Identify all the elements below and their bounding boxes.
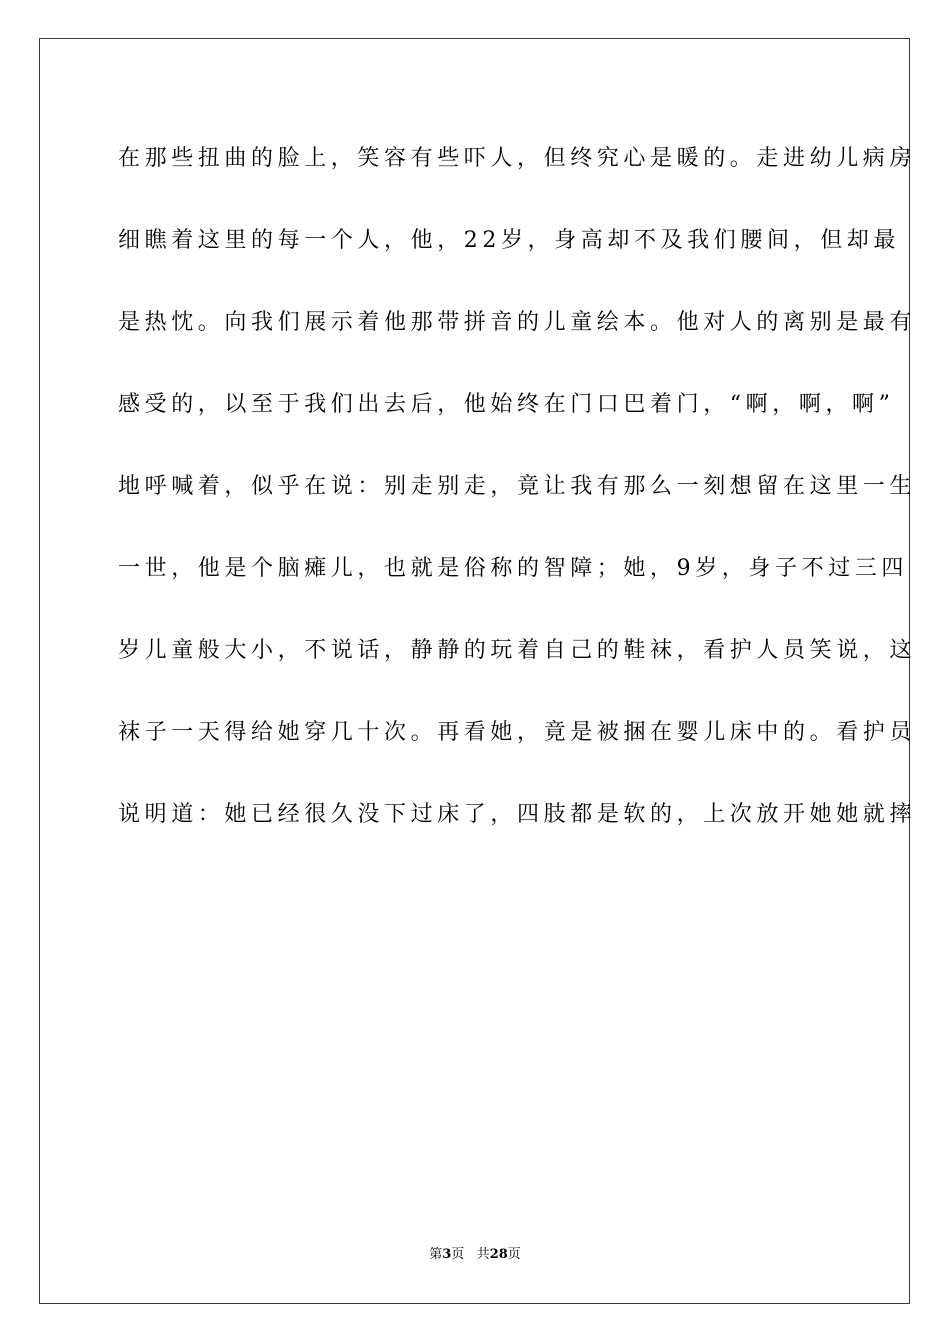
document-body <box>118 118 917 856</box>
page-number: 3 <box>442 1247 452 1262</box>
text-line-8: 袜子一天得给她穿几十次。再看她，竟是被捆在婴儿床中的。看护员 <box>118 720 917 745</box>
total-prefix: 共 <box>476 1247 490 1262</box>
page-prefix: 第 <box>429 1247 443 1262</box>
page-footer <box>0 1246 950 1264</box>
text-line-1: 在那些扭曲的脸上，笑容有些吓人，但终究心是暖的。走进幼儿病房 <box>118 146 917 171</box>
page-suffix: 页 <box>451 1247 465 1262</box>
text-line-4: 感受的，以至于我们出去后，他始终在门口巴着门，“啊，啊，啊” <box>118 392 895 417</box>
total-suffix: 页 <box>507 1247 521 1262</box>
text-line-6: 一世，他是个脑瘫儿，也就是俗称的智障；她，9岁，身子不过三四 <box>118 556 908 581</box>
total-pages: 28 <box>489 1247 508 1262</box>
text-line-5: 地呼喊着，似乎在说：别走别走，竟让我有那么一刻想留在这里一生 <box>118 474 917 499</box>
text-line-9: 说明道：她已经很久没下过床了，四肢都是软的，上次放开她她就摔 <box>118 802 917 827</box>
text-line-3: 是热忱。向我们展示着他那带拼音的儿童绘本。他对人的离别是最有 <box>118 310 917 335</box>
text-line-7: 岁儿童般大小，不说话，静静的玩着自己的鞋袜，看护人员笑说，这 <box>118 638 917 663</box>
text-line-2: 细瞧着这里的每一个人，他，22岁，身高却不及我们腰间，但却最 <box>118 228 900 253</box>
